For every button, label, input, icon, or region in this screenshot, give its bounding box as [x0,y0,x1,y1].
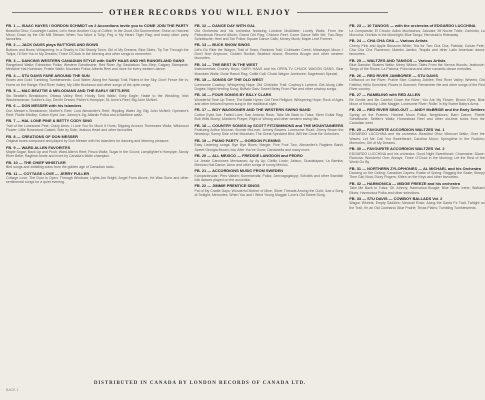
catalog-entry [195,93,344,106]
catalog-entry [195,78,344,91]
entry-title: FB. 18 — COUNTRY SONGS by SCOTT FITZSIMMONS and THE MOUNTAINEERS [194,122,344,128]
entry-title: FB. 17 — BOY WAGGONER AND THE WESTERN SWING BAND [194,107,311,113]
entry-description: Featuring Arthur McLean; Bonnie McLean; Johnny Bowers. Lonesome Road; Jimmy Brown the Newsboy; Sunny Side of the Mountain; The Great Speckled Bird; Will the Circle Be Unbroken. [194,128,344,137]
catalog-entry [349,197,484,210]
entry-description: Maple Sugar; Back Up and Push; Ward Allen's Reel; Frisco Waltz; Sugar in the Gourd; Lamplighter's Hornpipe; Sandy River Belle; Ragtime Annie and more by Canada's fiddle champion. [6,150,189,159]
entry-title: FB. 19 — PIANO PARTY — GORDON FLEMING [194,137,281,143]
entry-title: FB. 33 — STU DAVIS — COWBOY BALLADS Vol. 2 [349,195,443,201]
entry-title: FB. 32 — HARMONICA — MIDGE FREEZE and his orchestra [349,180,460,186]
entry-description: Don Messer's Breakdown; Mother's Reel; Lord Alexander's Reel; Rippling Water Jig; Big John McNeil; Operator's Reel; Fiddle Medley; Cotton Eyed Joe; Johnny's Jig; Atlantic Polka and a Maritime waltz. [6,108,189,117]
header-rule-left [12,12,103,13]
entry-title: FB. 7 — HAL LONE PINE & BETTY CODY SING [6,118,93,124]
entry-title: FB. 24 — CHA CHA CHA — Various Artists [349,38,428,44]
entry-description: Driftwood on the River; Prairie Star; Cowboy Jubilee; Red River Valley; Wheels; Old Faithful; Hello Sunshine; Roses in Summer; Remember Me and other songs of the Red River country. [349,78,485,91]
entry-title: FB. 5 — MAC BEATTIE & MELODIANS AND THE EARLY SETTLERS [6,87,130,93]
entry-title: FB. 6 — DON MESSER with his Islanders [6,103,82,109]
catalog-entry [349,167,484,180]
entry-description: EDGARDO LUCCHINA and his orchestra. Good Night Sweetheart; Charmaine; Diane; Ramona; Wonderful One; Always; Three O'Clock in the Morning; Let the Rest of the World Go By. [349,151,485,165]
catalog-entry [195,43,344,60]
catalog-entry [6,119,189,132]
page-code: BACK 1 [6,388,19,392]
entry-description: Easy Listening songs: Bye Bye Blues; Margie; Five Foot Two; Alexander's Ragtime Band; Sweet Georgia Brown; Ida; After You've Gone; Dardanella and many more. [194,143,344,152]
catalog-entry [349,59,484,72]
entry-description: Roses and Gold; Tumbling Tumbleweeds; Cool Water; Along the Navajo Trail; Riders in the Sky; Don't Fence Me In; Home on the Range; Red River Valley; My Little Buckaroo and other songs of the open range. [6,78,189,87]
catalog-entry [6,89,189,102]
entry-description: Dancing on the Ceiling; Canadian Capers; Rustle of Spring; Ragging the Scale; Sleepy Time Gal; Nola; Dizzy Fingers; Kitten on the Keys and other favourites. [349,171,485,180]
entry-title: FB. 22 — JIMMIE PRENTICE SINGS [194,183,260,189]
entry-title: FB. 2 — JACK DAVIS plays BUTTONS AND BOWS [6,42,99,48]
catalog-entry [349,147,484,164]
catalog-entry [349,182,484,195]
catalog-entry [6,24,189,41]
entry-description: Spring on the Prairies; Harvest Moon Polka; Neighbours; Barn Dance; Prairie Schottische; Settler's Waltz; Homestead Reel and other old-time tunes from the Canadian west. [349,112,485,126]
catalog-column-1 [6,24,189,376]
entry-description: Trail of the Lonesome Pine; Crazy Arms; I Love You So Much It Hurts; Slipping Around; Tennessee Waltz; Wildwood Flower; Little Rosewood Casket; Side by Side; Jealous Heart and other favourites. [6,123,189,133]
entry-description: EDGARDO LUCCHINA and his orchestra. Beautiful Ohio; Missouri Waltz; Over the Waves; Let Me Call You Sweetheart; Carolina Moon; Springtime in the Rockies; Memories; Girl of My Dreams. [349,132,485,145]
entry-description: Wagon Wheels; Empty Saddles; Mexicali Rose; Along the Santa Fe Trail; Twilight on the Trail; I'm an Old Cowhand; Blue Prairie; Texas Plains; Tumbling Tumbleweeds. [349,201,485,210]
catalog-entry [195,63,344,76]
entry-description: Buttons and Bows; Whispering; In a Shanty in Old Shanty Town; Girl of My Dreams; Blue Skies; Tip Toe Through the Tulips; I'll See You in My Dreams; Three O'Clock in the Morning and other songs to remember. [6,47,189,57]
entry-description: Kumpanbrudar; Pers Valsen; Sommarvals; Polka; Jarnvagsgalopp; Schottis and other Swedish folk dances played on the accordion. [194,173,344,182]
entry-title: FB. 12 — DANCE DAY WITH GAL [194,23,256,28]
entry-description: Blue Danube; Skaters Waltz; Merry Widow; Tales From the Vienna Woods; Jealousie; Tango of the Roses; La Paloma; Poinciana and other romantic dance melodies. [349,63,485,72]
record-catalog-page [6,4,485,396]
entry-title: FB. 21 — ACCORDIONS MUSIC FROM SWEDEN [194,168,284,174]
catalog-entry [349,108,484,125]
entry-description: Lonesome Cowboy; Whispering Hope; Old Chisholm Trail; Cowboy's Lament; Get Along Little Dogies; Night Herding Song; Buffalo Gals; Sweet Betsy From Pike and other cowboy songs. [194,82,344,91]
entry-description: Pal of My Cradle Days; Wonderful Mother of Mine; Silver Threads Among the Gold; Just a Song at Twilight; Memories; When You and I Were Young Maggie; Love's Old Sweet Song. [194,188,344,198]
entry-title: FB. 1 — ISAAC HAYES / GORDON SCHMIDT on 2 Accordions invite you to COME JOIN THE PARTY [6,23,189,28]
catalog-entry [195,169,344,182]
catalog-entry [195,139,344,152]
entry-title: FB. 16 — FOUR SONGS BY BILLY CLARK [194,92,272,98]
catalog-entry [195,184,344,197]
entry-description: La Cumparsita; El Choclo; Adios Muchachos; Jalousie; Mi Noche Triste; Caminito; La Morocha; Orchids in the Moonlight; Blue Tango; Hernando's Hideaway. [349,28,485,37]
entry-title: FB. 28 — RED RIVER SING-OUT — ANDY McBRIDE and the Early Settlers [349,107,485,113]
catalog-entry [349,93,484,106]
catalog-entry [195,108,344,121]
catalog-entry [195,124,344,137]
entry-description: Cottage Love; The Door is Open; Through Windows; Lights Are Bright; Angel From Above; He Was Gone and other sentimental songs for a quiet evening. [6,176,189,185]
entry-title: FB. 9 — WARD ALLEN FAVORITES [6,144,71,150]
catalog-entry [6,172,189,185]
entry-title: FB. 4 — STU DAVIS FARE AROUND THE SUN [6,72,90,78]
entry-description: Instrumentals Country Boys; GARY HAAS and his OPEN-TV CHUCK WAGON GANG. Blue Mountain Waltz; Dude Ranch Rag; Cattle Call; Chuck Wagon Jamboree; Sagebrush Special. [194,67,344,76]
catalog-entry [6,104,189,117]
entry-description: La Jessie Canciones Mexicanas; Ay Ay Ay; Cielito Lindo; Jalisco; Guadalajara; La Bamba; Mexican Hat Dance; Amor and other songs of sunny Mexico. [194,158,344,167]
entry-title: FB. 25 — WALTZES AND TANGOS — Various Artists [349,57,446,63]
entry-title: FB. 13 — BUCK SNOW SINGS [194,42,250,48]
entry-description: Take Me Back to Tulsa; Oh Johnny; Harmonica Boogie; Blue Skies; Irene; Wabash Blues; Harmonica Polka and other selections. [349,186,485,195]
catalog-columns [6,23,485,376]
entry-description: Wonderful Time Up There; The Battle Hymn; Old Time Religion; Whispering Hope; Rock of Ages and other beloved hymns sung in the traditional style. [194,97,344,106]
entry-title: FB. 14 — THE BEST IN THE WEST [194,61,258,67]
entry-description: Stu Beattie's Breakdown; Ottawa Valley Reel; Honky Tonk Waltz; Grey Eagle; Haste to the Wedding; Irish Washerwoman; Soldier's Joy; Devil's Dream; Fisher's Hornpipe; St. Anne's Reel; Big John McNeil. [6,93,189,102]
catalog-column-2 [195,24,344,376]
entry-title: FB. 26 — RED RIVER JAMBOREE — STU DAVIS [349,72,438,78]
entry-title: FB. 27 — RAMBLING with RED ALLEN [349,92,421,98]
distributor-footer: DISTRIBUTED IN CANADA BY LONDON RECORDS OF CANADA LTD. [93,381,307,386]
header-rule-right [297,12,388,13]
entry-description: Let's Go Ride the Wagon; Trail of Tears; Rainbow Trail; Coldwater Creek; Mississippi Moon; I Don't Hurt Anymore; Golden Rocket; Bluebird Island; Rhumba Boogie and other western favourites. [194,47,344,61]
entry-description: Be Gentle and Be Careful; Down the River; You Are My Flower; Brown Eyes; Blue Moon of Kentucky; Little Maggie; Lonesome River; Rollin' in My Sweet Baby's Arms. [349,97,485,106]
entry-description: Cotton Eyed Joe; Faded Love; San Antonio Rose; Take Me Back to Tulsa; Steel Guitar Rag; Bob Wills Stomp; Maiden's Prayer; Right or Wrong and other western swing hits. [194,112,344,122]
catalog-entry [195,154,344,167]
entry-title: FB. 30 — FAVOURITE ACCORDION WALTZES Vol. 2 [349,146,445,152]
entry-title: FB. 23 — 10 TANGOS — with the orchestra of EDGARDO LUCCHINA [349,23,476,28]
catalog-entry [6,161,189,170]
entry-title: FB. 31 — NORTHERN ZYLOPHONES — AL MICHAEL and his Orchestra [349,165,481,171]
catalog-entry [349,39,484,56]
catalog-entry [6,59,189,72]
catalog-column-3 [349,24,484,376]
entry-title: FB. 15 — SONGS OF THE OLD WEST [194,76,264,82]
catalog-entry [6,135,189,144]
entry-description: Bird songs and whistling solos from the golden age of Canadian radio. [6,165,115,170]
entry-title: FB. 20 — ALL MEXICO — FREDDIE LANGDON and PEDRO [194,152,303,158]
entry-title: FB. 8 — CREATIONS OF DON MESSER [6,133,78,139]
catalog-entry [6,74,189,87]
catalog-entry [349,128,484,145]
catalog-entry [6,146,189,159]
catalog-header [6,4,394,20]
entry-title: FB. 3 — DANCING WESTERN CANADIAN STYLE with GARY HAAS AND HIS RANGELAND GANG [6,57,185,63]
catalog-entry [6,43,189,56]
entry-description: Cherry Pink and Apple Blossom White; Tea for Two Cha Cha; Patricia; Cuban Pete; Cha Cha Cha Flamenco; Mambo Jambo; Tequila and other Latin American dance favourites. [349,43,485,57]
entry-description: Rangeland Waltz; Edmonton Polka; Western Schottische; Red River Jig; Saskatoon Two-Step; Calgary Stampede; Medicine Hat Hoedown; Prairie Waltz; Mountain Polka; Alberta Reel and more for every western dance. [6,63,189,72]
catalog-title: OTHER RECORDS YOU WILL ENJOY [108,7,292,17]
entry-description: Beautiful Ohio; Goodnight Ladies; Let's Have Another Cup of Coffee; In the Good Old Summertime; Shine on Harvest Moon; Down by the Old Mill Stream; When You Wore a Tulip; Peg o' My Heart; Tiger Rag; and many other party favourites. [6,28,189,41]
entry-title: FB. 11 — COTTAGE LOVE — JERRY FULLER [6,170,90,176]
entry-title: FB. 29 — FAVOURITE ACCORDION WALTZES Vol. 1 [349,126,445,132]
entry-description: Original tunes composed and played by Don Messer with his Islanders for dancing and listening pleasure. [6,139,170,144]
entry-title: FB. 10 — THE CHIEF WHISTLER [6,159,66,165]
catalog-entry [349,74,484,91]
catalog-entry [349,24,484,37]
entry-description: Old Orchestra and his orchestra featuring Lorraine McAllister; Lovely Waltz; From the Picturebook Record Album; Grand Old Flag; Chicken Reel; Come Dance With Me; Two-Step; Schottische; Heel and Toe Polka; Square Dance Calls; Money Musk; Maple Leaf Forever. [194,28,344,41]
catalog-entry [195,24,344,41]
